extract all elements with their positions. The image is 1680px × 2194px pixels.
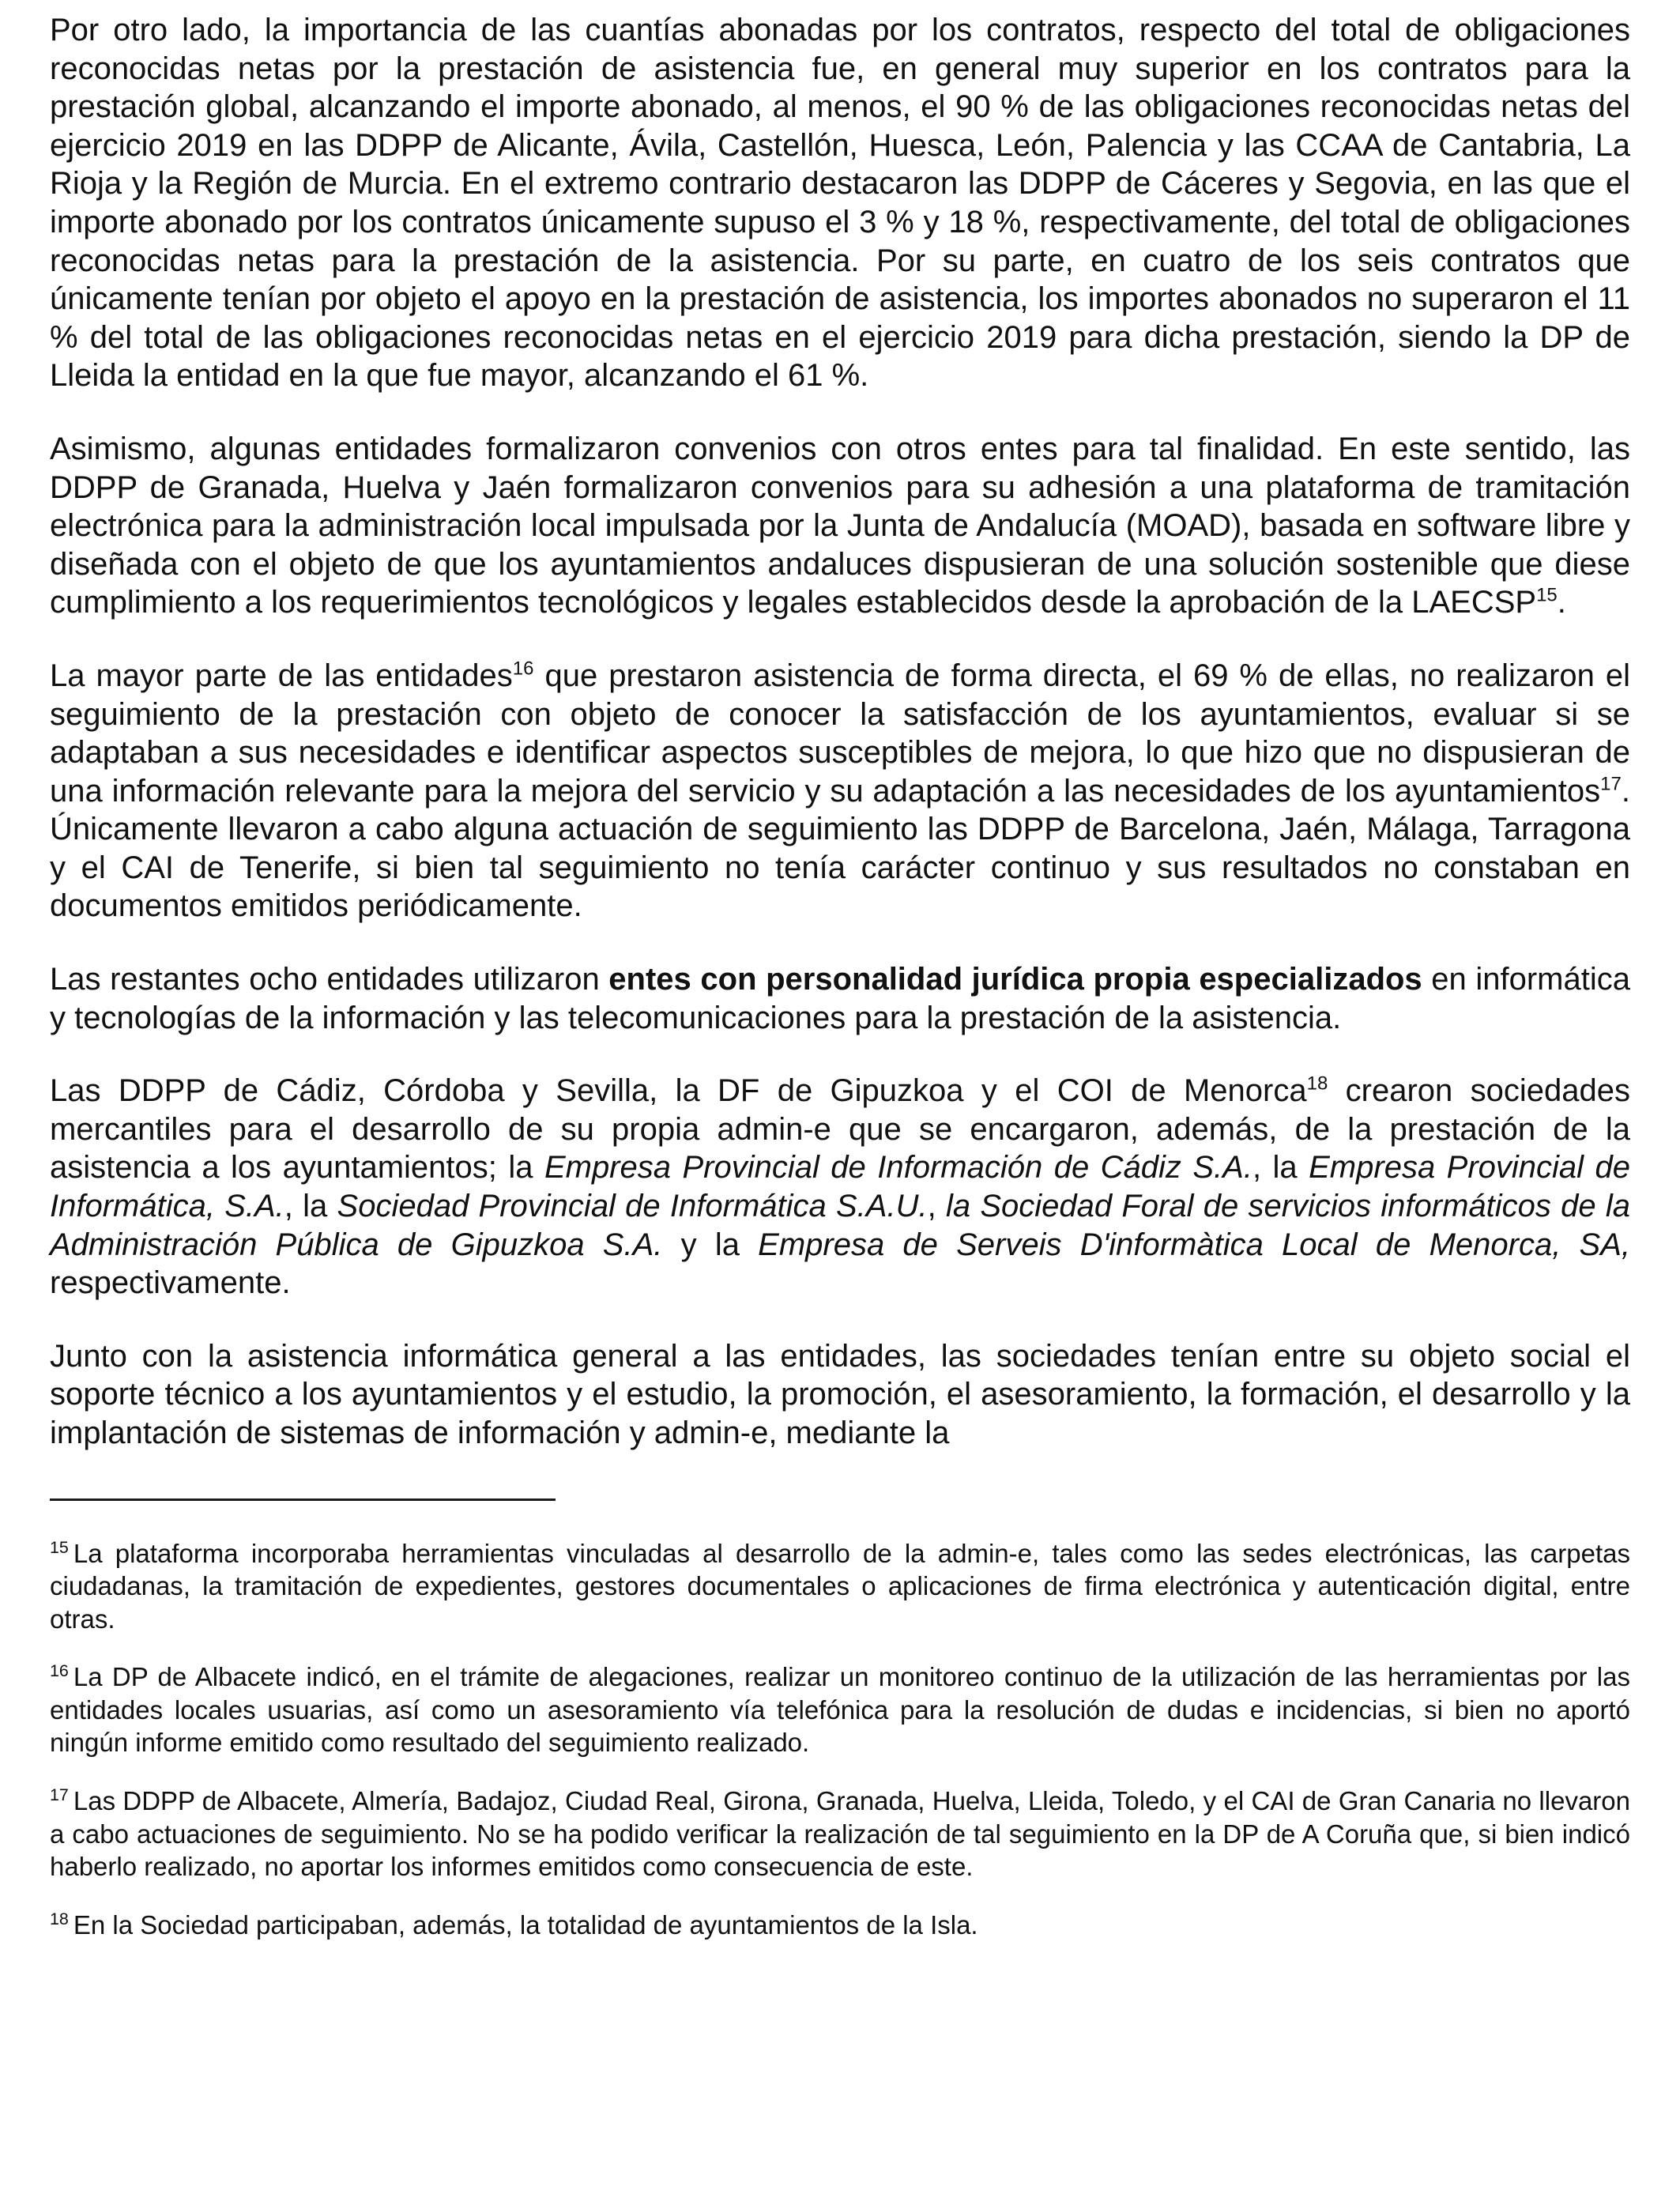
footnotes-block bbox=[50, 1537, 1630, 1942]
footnote-ref-18: 18 bbox=[1306, 1072, 1328, 1095]
paragraph-4-text-a: Las restantes ocho entidades utilizaron bbox=[50, 962, 609, 997]
company-name-menorca: Empresa de Serveis D'informàtica Local de Menorca, SA, bbox=[758, 1227, 1630, 1262]
footnote-18-number: 18 bbox=[50, 1909, 69, 1928]
footnote-ref-15: 15 bbox=[1536, 584, 1558, 606]
paragraph-seguimiento bbox=[50, 657, 1630, 925]
footnote-15-number: 15 bbox=[50, 1537, 69, 1557]
footnote-ref-16: 16 bbox=[512, 658, 534, 680]
footnote-ref-17: 17 bbox=[1600, 773, 1622, 795]
body-text-block bbox=[50, 11, 1630, 1453]
paragraph-4-text-b: en informática y tecnologías de la información y las telecomunicaciones para la prestación de la asistencia. bbox=[50, 962, 1630, 1035]
company-name-sevilla: Sociedad Provincial de Informática S.A.U. bbox=[337, 1189, 928, 1224]
footnote-17-number: 17 bbox=[50, 1785, 69, 1805]
paragraph-6-text: Junto con la asistencia informática general a las entidades, las sociedades tenían entre su objeto social el soporte técnico a los ayuntamientos y el estudio, la promoción, el asesoramiento, la formación, el desarrollo y la implantación de sistemas de información y admin-e, mediante la bbox=[50, 1338, 1630, 1450]
paragraph-3-text-b: que prestaron asistencia de forma directa, el 69 % de ellas, no realizaron el seguimiento de la prestación con objeto de conocer la satisfacción de los ayuntamientos, evaluar si se adaptaban a sus necesidades e identificar aspectos susceptibles de mejora, lo que hizo que no dispusieran de una información relevante para la mejora del servicio y su adaptación a las necesidades de los ayuntamientos bbox=[50, 658, 1631, 809]
paragraph-objeto-social bbox=[50, 1337, 1630, 1453]
paragraph-2-end: . bbox=[1557, 585, 1566, 620]
paragraph-5-text-e: , bbox=[927, 1189, 946, 1224]
footnote-17 bbox=[50, 1785, 1630, 1883]
paragraph-convenios bbox=[50, 430, 1630, 622]
paragraph-5-text-a: Las DDPP de Cádiz, Córdoba y Sevilla, la DF de Gipuzkoa y el COI de Menorca bbox=[50, 1073, 1307, 1109]
footnote-15-text: La plataforma incorporaba herramientas vinculadas al desarrollo de la admin-e, tales como las sedes electrónicas, las carpetas ciudadanas, la tramitación de expedientes, gestores documentales o aplicaciones de firma electrónica y autenticación digital, entre otras. bbox=[50, 1538, 1630, 1634]
paragraph-5-text-f: y la bbox=[662, 1227, 759, 1262]
paragraph-2-text: Asimismo, algunas entidades formalizaron convenios con otros entes para tal finalidad. En este sentido, las DDPP de Granada, Huelva y Jaén formalizaron convenios para su adhesión a una plataforma de tramitación electrónica para la administración local impulsada por la Junta de Andalucía (MOAD), basada en software libre y diseñada con el objeto de que los ayuntamientos andaluces dispusieran de una solución sostenible que diese cumplimiento a los requerimientos tecnológicos y legales establecidos desde la aprobación de la LAECSP bbox=[50, 431, 1630, 620]
footnote-18-text: En la Sociedad participaban, además, la totalidad de ayuntamientos de la Isla. bbox=[73, 1909, 978, 1940]
company-name-cadiz: Empresa Provincial de Información de Cádiz S.A. bbox=[544, 1150, 1252, 1186]
paragraph-5-text-g: respectivamente. bbox=[50, 1265, 291, 1301]
paragraph-3-text-c: . Únicamente llevaron a cabo alguna actuación de seguimiento las DDPP de Barcelona, Jaén, Málaga, Tarragona y el CAI de Tenerife, si bien tal seguimiento no tenía carácter continuo y sus resultados no constaban en documentos emitidos periódicamente. bbox=[50, 773, 1630, 924]
footnote-separator bbox=[50, 1498, 556, 1501]
footnote-16 bbox=[50, 1661, 1630, 1759]
footnote-18 bbox=[50, 1909, 1630, 1942]
paragraph-entes-especializados bbox=[50, 960, 1630, 1037]
footnote-15 bbox=[50, 1537, 1630, 1636]
footnote-16-number: 16 bbox=[50, 1661, 69, 1681]
paragraph-3-text-a: La mayor parte de las entidades bbox=[50, 658, 513, 693]
company-name-gipuzkoa: la Sociedad Foral de servicios informáticos de la Administración Pública de Gipuzkoa S.A. bbox=[50, 1189, 1630, 1262]
paragraph-sociedades-mercantiles bbox=[50, 1072, 1630, 1302]
footnote-17-text: Las DDPP de Albacete, Almería, Badajoz, Ciudad Real, Girona, Granada, Huelva, Lleida, Toledo, y el CAI de Gran Canaria no llevaron a cabo actuaciones de seguimiento. No se ha podido verificar la realización de tal seguimiento en la DP de A Coruña que, si bien indicó haberlo realizado, no aportar los informes emitidos como consecuencia de este. bbox=[50, 1786, 1630, 1882]
company-name-cordoba: Empresa Provincial de Informática, S.A. bbox=[50, 1150, 1630, 1224]
footnote-16-text: La DP de Albacete indicó, en el trámite de alegaciones, realizar un monitoreo continuo de la utilización de las herramientas por las entidades locales usuarias, así como un asesoramiento vía telefónica para la resolución de dudas e incidencias, si bien no aportó ningún informe emitido como resultado del seguimiento realizado. bbox=[50, 1662, 1630, 1758]
paragraph-4-bold-text: entes con personalidad jurídica propia especializados bbox=[608, 962, 1422, 997]
paragraph-5-text-c: , la bbox=[1252, 1150, 1309, 1186]
paragraph-contract-amounts bbox=[50, 11, 1630, 395]
paragraph-5-text-b: crearon sociedades mercantiles para el desarrollo de su propia admin-e que se encargaron, además, de la prestación de la asistencia a los ayuntamientos; la bbox=[50, 1073, 1630, 1186]
paragraph-5-text-d: , la bbox=[284, 1189, 337, 1224]
paragraph-1-text: Por otro lado, la importancia de las cuantías abonadas por los contratos, respecto del total de obligaciones reconocidas netas por la prestación de asistencia fue, en general muy superior en los contratos para la prestación global, alcanzando el importe abonado, al menos, el 90 % de las obligaciones reconocidas netas del ejercicio 2019 en las DDPP de Alicante, Ávila, Castellón, Huesca, León, Palencia y las CCAA de Cantabria, La Rioja y la Región de Murcia. En el extremo contrario destacaron las DDPP de Cáceres y Segovia, en las que el importe abonado por los contratos únicamente supuso el 3 % y 18 %, respectivamente, del total de obligaciones reconocidas netas para la prestación de la asistencia. Por su parte, en cuatro de los seis contratos que únicamente tenían por objeto el apoyo en la prestación de asistencia, los importes abonados no superaron el 11 % del total de las obligaciones reconocidas netas en el ejercicio 2019 para dicha prestación, siendo la DP de Lleida la entidad en la que fue mayor, alcanzando el 61 %. bbox=[50, 13, 1630, 394]
